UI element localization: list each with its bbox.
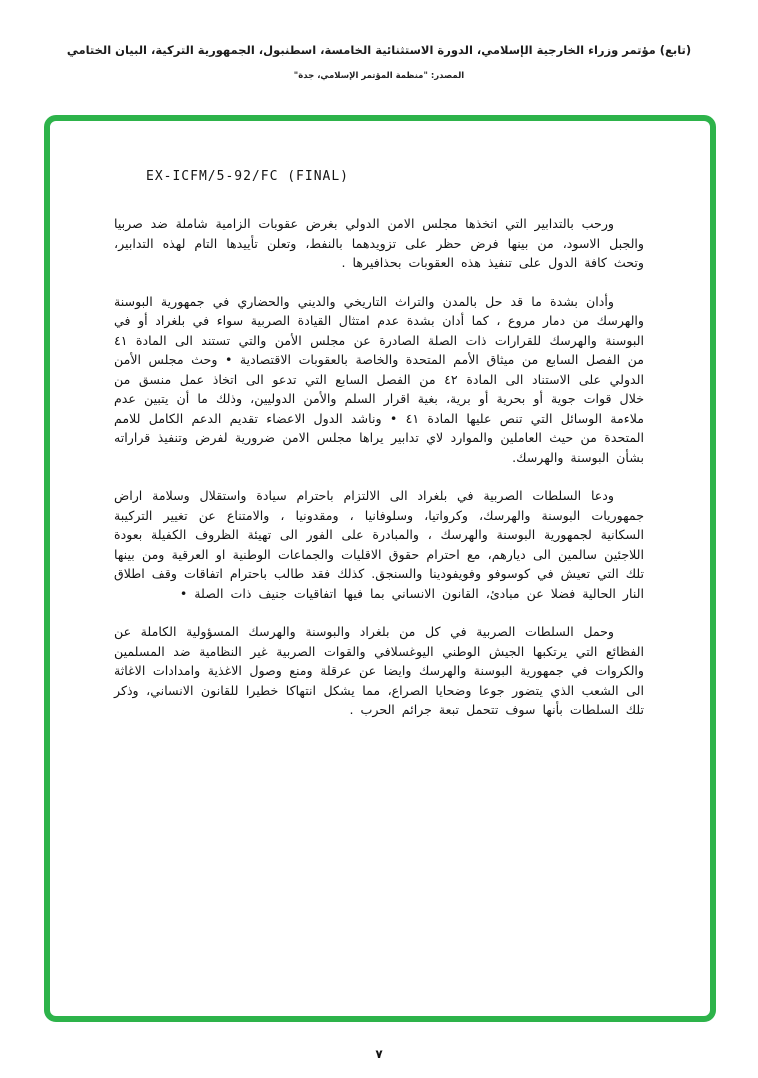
paragraph-3: ودعا السلطات الصربية في بلغراد الى الالتزام باحترام سيادة واستقلال وسلامة اراض جمهوريات البوسنة والهرسك، وكرواتيا، وسلوفانيا ، ومقدونيا ، والامتناع عن تغيير التركيبة السكانية لجمهورية البوسنة والهرسك ، والمبادرة على الفور الى تهيئة الظروف الكفيلة بعودة اللاجئين سالمين الى ديارهم، مع احترام حقوق الاقليات والجماعات الوطنية او العرقية ومن بينها تلك التي تعيش في كوسوفو وفويفودينا والسنجق. كذلك فقد طالب باحترام اتفاقات وقف اطلاق النار الحالية فضلا عن مبادئ، القانون الانساني بما فيها اتفاقيات جنيف ذات الصلة • xyxy=(114,488,644,601)
header-title: (تابع) مؤتمر وزراء الخارجية الإسلامي، الدورة الاستثنائية الخامسة، اسطنبول، الجمهورية التركية، البيان الختامي xyxy=(66,43,692,57)
paragraph-1: ورحب بالتدابير التي اتخذها مجلس الامن الدولي بغرض عقوبات الزامية شاملة ضد صربيا والجبل الاسود، من بينها فرض حظر على تزويدهما بالنفط، وتعلن تأييدها التام لهذه التدابير، وتحث كافة الدول على تنفيذ هذه العقوبات بحذافيرها . xyxy=(114,216,644,270)
paragraph-2: وأدان بشدة ما قد حل بالمدن والتراث التاريخي والديني والحضاري في جمهورية البوسنة والهرسك من دمار مروع ، كما أدان بشدة عدم امتثال القيادة الصربية سواء في بلغراد أو في البوسنة والهرسك للقرارات ذات الصلة الصادرة عن مجلس الأمن والتي تستند الى المادة ٤١ من الفصل السابع من ميثاق الأمم المتحدة والخاصة بالعقوبات الاقتصادية • وحث مجلس الأمن الدولي على الاستناد الى المادة ٤٢ من الفصل السابع التي تدعو الى اتخاذ عمل منسق من خلال قوات جوية أو بحرية أو برية، بغية اقرار السلم والأمن الدوليين، وذلك ما أن يتبين عدم ملاءمة الوسائل التي تنص عليها المادة ٤١ • وناشد الدول الاعضاء تقديم الدعم الكامل للامم المتحدة من حيث العاملين والموارد لاي تدابير يراها مجلس الامن ضرورية لفرض وتنفيذ قراراته بشأن البوسنة والهرسك. xyxy=(114,293,644,465)
document-border-frame xyxy=(44,115,716,1022)
paragraph-4: وحمل السلطات الصربية في كل من بلغراد والبوسنة والهرسك المسؤولية الكاملة عن الفظائع التي يرتكبها الجيش الوطني اليوغسلافي والقوات الصربية غير النظامية ضد المسلمين والكروات في جمهورية البوسنة والهرسك وايضا عن عرقلة ومنع وصول الاغذية وامدادات الاغاثة الى الشعب الذي يتضور جوعا وضحايا الصراع، مما يشكل انتهاكا خطيرا للقانون الانساني، وذكر تلك السلطات بأنها سوف تتحمل تبعة جرائم الحرب . xyxy=(114,624,644,717)
page-footer xyxy=(0,1043,758,1062)
page-header xyxy=(0,0,758,81)
document-reference: EX-ICFM/5-92/FC (FINAL) xyxy=(146,169,350,184)
document-body xyxy=(50,184,710,720)
header-source: المصدر: "منظمة المؤتمر الإسلامي، جدة" xyxy=(293,71,465,82)
page-number: ٧ xyxy=(375,1047,383,1061)
